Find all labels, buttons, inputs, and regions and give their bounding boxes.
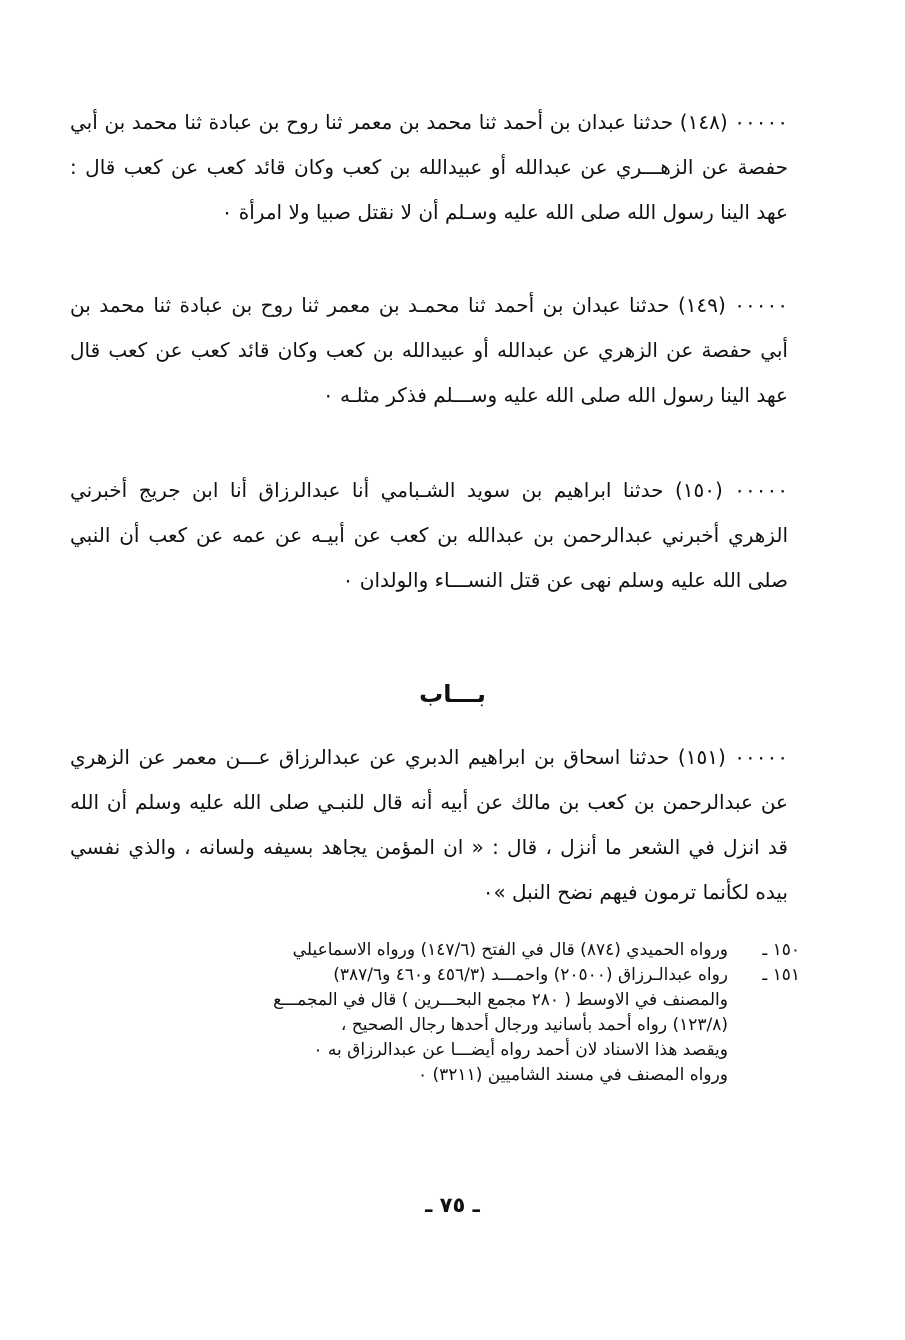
footnote-number: ١٥١ ـ — [762, 965, 800, 985]
footnote-line: والمصنف في الاوسط ( ٢٨٠ مجمع البحـــرين ) قال في المجمـــع — [273, 990, 728, 1010]
footnote-151 — [78, 963, 800, 988]
page-number: ـ ٧٥ ـ — [425, 1193, 480, 1217]
hadith-text: ٠٠٠٠٠ (١٥١) حدثنا اسحاق بن ابراهيم الدبري عن عبدالرزاق عـــن معمر عن الزهري عن عبدالرحمن بن كعب بن مالك عن أبيه أنه قال للنبـي صلى الله عليه وسلم أن الله قد انزل في الشعر ما أنزل ، قال : « ان المؤمن يجاهد بسيفه ولسانه ، والذي نفسي بيده لكأنما ترمون فيهم نضح النبل »٠ — [70, 745, 788, 904]
footnote-150 — [78, 938, 800, 963]
hadith-148 — [70, 100, 788, 235]
hadith-151 — [70, 735, 788, 915]
footnote-number: ١٥٠ ـ — [762, 940, 800, 960]
hadith-text: ٠٠٠٠٠ (١٤٨) حدثنا عبدان بن أحمد ثنا محمد بن معمر ثنا روح بن عبادة ثنا محمد بن أبي حفصة عن الزهـــري عن عبدالله أو عبيدالله بن كعب وكان قائد كعب عن كعب قال : عهد الينا رسول الله صلى الله عليه وسـلم أن لا نقتل صبيا ولا امرأة ٠ — [70, 110, 788, 224]
section-heading: بـــاب — [419, 680, 486, 708]
footnote-line: ويقصد هذا الاسناد لان أحمد رواه أيضـــا عن عبدالرزاق به ٠ — [313, 1040, 728, 1060]
footnote-line: ورواه المصنف في مسند الشاميين (٣٢١١) ٠ — [417, 1065, 728, 1085]
hadith-150 — [70, 468, 788, 603]
hadith-149 — [70, 283, 788, 418]
footnotes — [78, 938, 800, 1088]
hadith-text: ٠٠٠٠٠ (١٤٩) حدثنا عبدان بن أحمد ثنا محمـد بن معمر ثنا روح بن عبادة ثنا محمد بن أبي حفصة عن الزهري عن عبدالله أو عبيدالله بن كعب وكان قائد كعب عن كعب قال عهد الينا رسول الله صلى الله عليه وســـلم فذكر مثلـه ٠ — [70, 293, 788, 407]
footnote-line: (١٢٣/٨) رواه أحمد بأسانيد ورجال أحدها رجال الصحيح ، — [340, 1015, 728, 1035]
footnote-line: رواه عبدالـرزاق (٢٠٥٠٠) واحمـــد (٤٥٦/٣ و٤٦٠ و٣٨٧/٦) — [333, 965, 728, 985]
footnote-line: ورواه الحميدي (٨٧٤) قال في الفتح (١٤٧/٦) ورواه الاسماعيلي — [292, 940, 728, 960]
hadith-text: ٠٠٠٠٠ (١٥٠) حدثنا ابراهيم بن سويد الشـبامي أنا عبدالرزاق أنا ابن جريج أخبرني الزهري أخبرني عبدالرحمن بن عبدالله بن كعب عن أبيـه عن عمه عن كعب أن النبي صلى الله عليه وسلم نهى عن قتل النســـاء والولدان ٠ — [70, 478, 788, 592]
